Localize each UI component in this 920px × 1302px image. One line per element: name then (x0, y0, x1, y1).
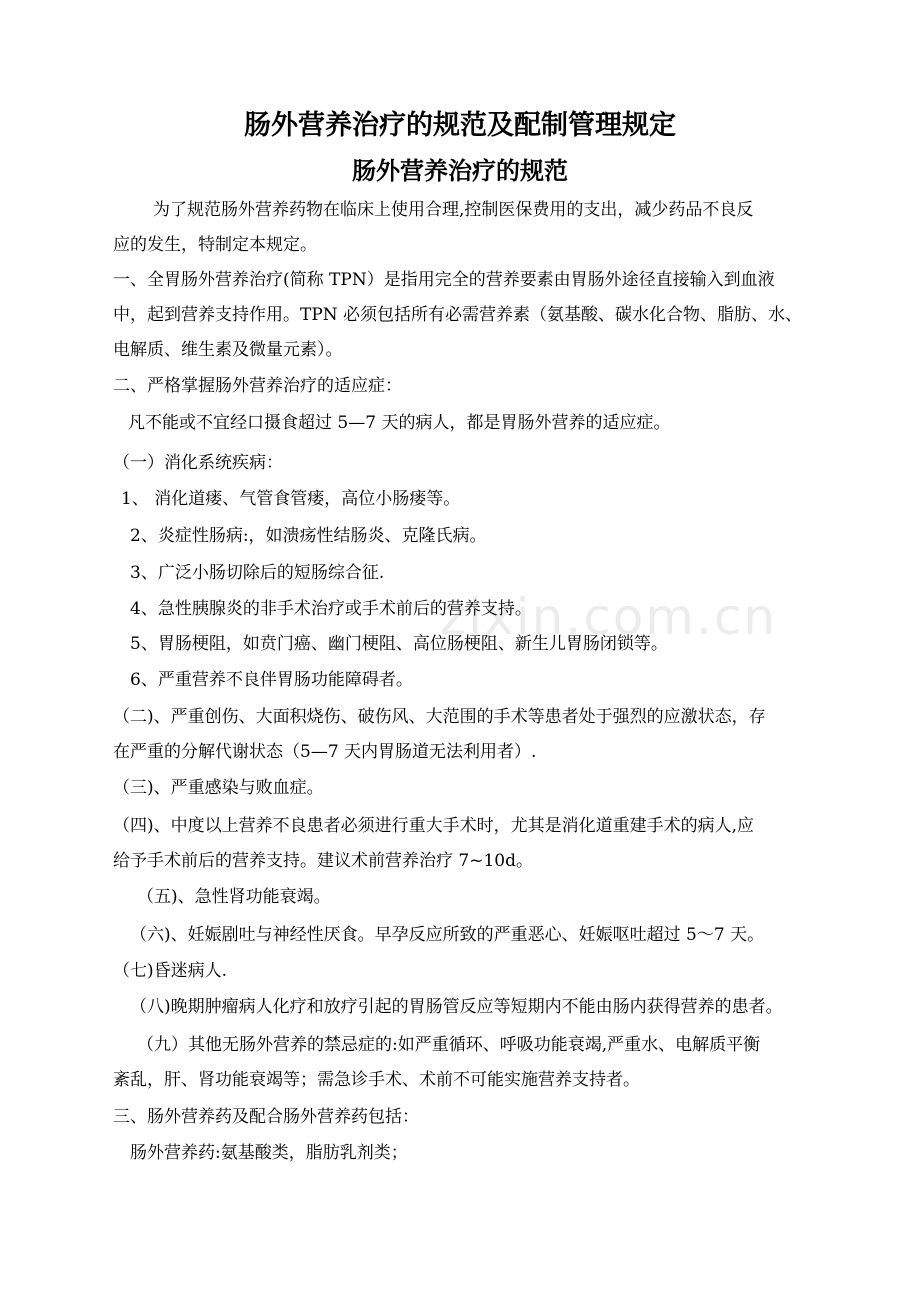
paragraph-line: 为了规范肠外营养药物在临床上使用合理,控制医保费用的支出，减少药品不良反 (153, 200, 754, 220)
paragraph-line: 应的发生，特制定本规定。 (113, 235, 317, 255)
watermark: zixin.com.cn (440, 588, 778, 646)
subsection-heading: （一）消化系统疾病： (113, 453, 283, 473)
document-subtitle: 肠外营养治疗的规范 (352, 157, 568, 185)
section-heading: 三、肠外营养药及配合肠外营养药包括： (113, 1107, 419, 1127)
paragraph-line: （四)、中度以上营养不良患者必须进行重大手术时，尤其是消化道重建手术的病人,应 (113, 816, 755, 836)
paragraph-line: 在严重的分解代谢状态（5—7 天内胃肠道无法利用者）. (113, 742, 537, 762)
paragraph-line: 肠外营养药:氨基酸类，脂肪乳剂类； (130, 1143, 408, 1163)
paragraph-line: （二)、严重创伤、大面积烧伤、破伤风、大范围的手术等患者处于强烈的应激状态，存 (113, 707, 766, 727)
paragraph-line: （九）其他无肠外营养的禁忌症的:如严重循环、呼吸功能衰竭,严重水、电解质平衡 (137, 1035, 761, 1055)
list-item: 2、炎症性肠病:，如溃疡性结肠炎、克隆氏病。 (130, 526, 487, 546)
paragraph-line: 紊乱，肝、肾功能衰竭等；需急诊手术、术前不可能实施营养支持者。 (113, 1070, 640, 1090)
paragraph-line: （三)、严重感染与败血症。 (113, 778, 324, 798)
list-item: 3、广泛小肠切除后的短肠综合征. (130, 563, 385, 583)
document-title: 肠外营养治疗的规范及配制管理规定 (244, 110, 676, 141)
paragraph-line: （六)、妊娠剧吐与神经性厌食。早孕反应所致的严重恶心、妊娠呕吐超过 5～7 天。 (130, 925, 765, 945)
paragraph-line: 凡不能或不宜经口摄食超过 5—7 天的病人，都是胃肠外营养的适应症。 (128, 413, 671, 433)
paragraph-line: （五)、急性肾功能衰竭。 (137, 887, 331, 907)
paragraph-line: 给予手术前后的营养支持。建议术前营养治疗 7~10d。 (113, 851, 533, 871)
paragraph-line: （八)晚期肿瘤病人化疗和放疗引起的胃肠管反应等短期内不能由肠内获得营养的患者。 (130, 997, 783, 1017)
list-item: 5、胃肠梗阻，如贲门癌、幽门梗阻、高位肠梗阻、新生儿胃肠闭锁等。 (130, 634, 668, 654)
list-item: 6、严重营养不良伴胃肠功能障碍者。 (130, 670, 413, 690)
paragraph-line: 电解质、维生素及微量元素）。 (113, 340, 343, 360)
paragraph-line: 中，起到营养支持作用。TPN 必须包括所有必需营养素（氨基酸、碳水化合物、脂肪、水、 (113, 305, 803, 325)
paragraph-line: 一、全胃肠外营养治疗(简称 TPN）是指用完全的营养要素由胃肠外途径直接输入到血液 (113, 270, 775, 290)
list-item: 4、急性胰腺炎的非手术治疗或手术前后的营养支持。 (130, 599, 532, 619)
list-item: 1、 消化道瘘、气管食管瘘，高位小肠瘘等。 (121, 489, 461, 509)
section-heading: 二、严格掌握肠外营养治疗的适应症： (113, 376, 402, 396)
paragraph-line: （七)昏迷病人. (113, 961, 228, 981)
